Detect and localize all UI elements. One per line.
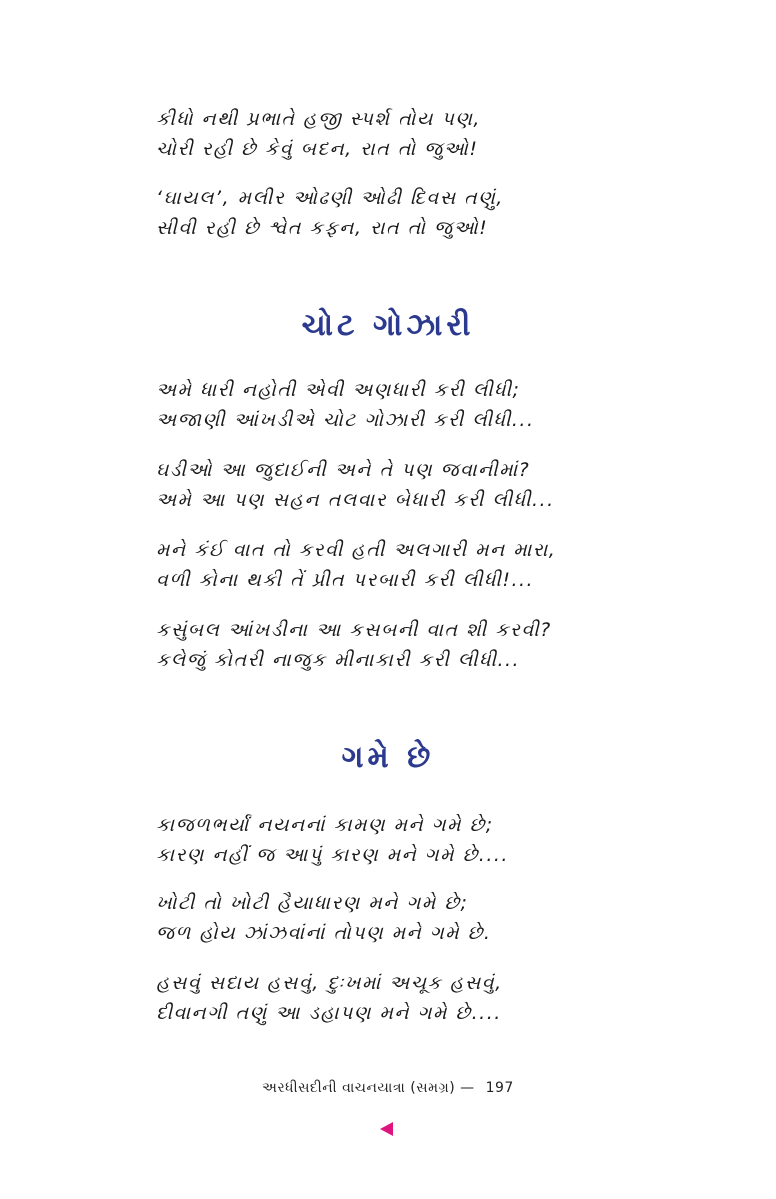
poem-line: ‘ઘાયલ’, મલીર ઓઢણી ઓઢી દિવસ તણું, [156, 187, 504, 209]
chot-stanza-3 [156, 535, 576, 595]
chot-stanza-2 [156, 455, 576, 515]
poem-line: કાજળભર્યાં નયનનાં કામણ મને ગમે છે; [156, 814, 494, 836]
poem-line: ઘડીઓ આ જુદાઈની અને તે પણ જવાનીમાં? [156, 459, 531, 481]
poem-line: અજાણી આંખડીએ ચોટ ગોઝારી કરી લીધી... [156, 409, 535, 431]
poem-line: અમે ધારી નહોતી એવી અણધારી કરી લીધી; [156, 379, 521, 401]
poem-title-game: ગમે છે [341, 740, 435, 775]
chot-stanza-4 [156, 615, 576, 675]
poem-line: કસુંબલ આંખડીના આ કસબની વાત શી કરવી? [156, 619, 552, 641]
poem-line: ખોટી તો ખોટી હૈયાધારણ મને ગમે છે; [156, 892, 469, 914]
book-title: અરધીસદીની વાચનયાત્રા (સમગ્ર) — [262, 1080, 475, 1096]
poem-line: મને કંઈ વાત તો કરવી હતી અલગારી મન મારા, [156, 539, 557, 561]
poem-line: હસવું સદાય હસવું, દુઃખમાં અચૂક હસવું, [156, 972, 503, 994]
previous-page-arrow-icon[interactable] [380, 1122, 393, 1136]
page-number: 197 [485, 1080, 514, 1096]
poem-line: અમે આ પણ સહન તલવાર બેધારી કરી લીધી... [156, 489, 555, 511]
page-footer [0, 1080, 776, 1096]
poem-line: દીવાનગી તણું આ ડહાપણ મને ગમે છે.... [156, 1002, 502, 1024]
opening-stanza-1 [156, 104, 576, 164]
poem-line: વળી કોના થકી તેં પ્રીત પરબારી કરી લીધી!... [156, 569, 535, 591]
opening-stanza-2 [156, 183, 576, 243]
chot-stanza-1 [156, 375, 576, 435]
poem-line: સીવી રહી છે શ્વેત કફન, રાત તો જુઓ! [156, 217, 489, 239]
poem-line: જળ હોય ઝાંઝવાંનાં તોપણ મને ગમે છે. [156, 922, 492, 944]
poem-title-chot: ચોટ ગોઝારી [301, 308, 475, 343]
poem-line: કલેજું કોતરી નાજુક મીનાકારી કરી લીધી... [156, 649, 521, 671]
poem-line: ચોરી રહી છે કેવું બદન, રાત તો જુઓ! [156, 138, 479, 160]
game-stanza-2 [156, 888, 576, 948]
poem-line: કીધો નથી પ્રભાતે હજી સ્પર્શ તોય પણ, [156, 108, 481, 130]
poem-line: કારણ નહીં જ આપું કારણ મને ગમે છે.... [156, 844, 509, 866]
game-stanza-3 [156, 968, 576, 1028]
game-stanza-1 [156, 810, 576, 870]
